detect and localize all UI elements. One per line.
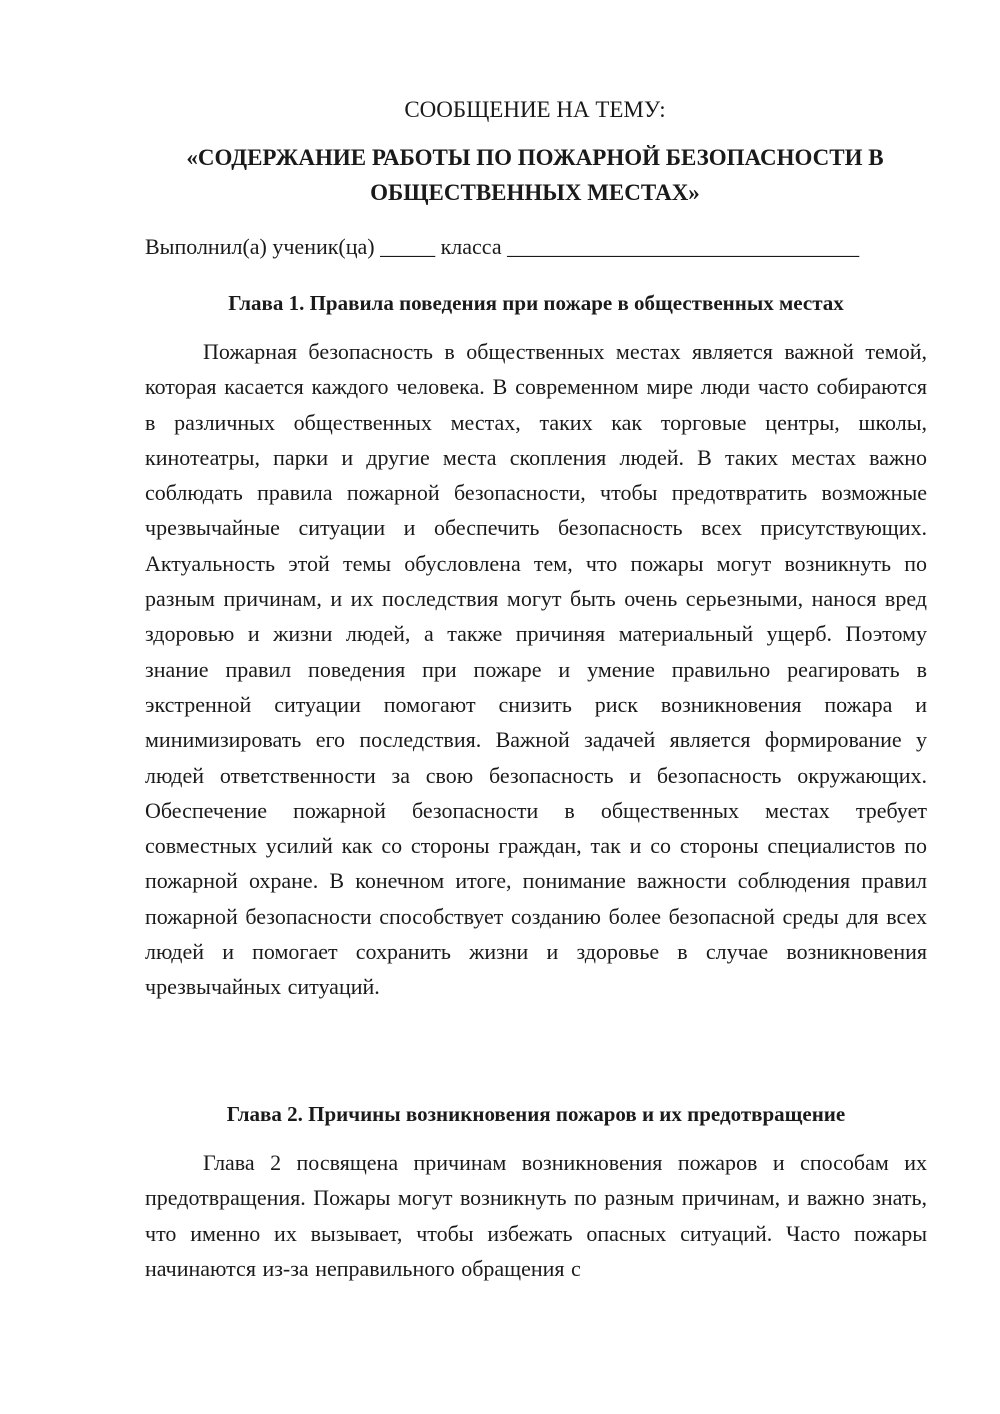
author-line: Выполнил(а) ученик(ца) _____ класса ________________________________ [145, 234, 860, 259]
chapter-1-heading: Глава 1. Правила поведения при пожаре в общественных местах [228, 291, 844, 315]
chapter-2-paragraph: Глава 2 посвящена причинам возникновения пожаров и способам их предотвращения. Пожары могут возникнуть по разным причинам, и важно знать, что именно их вызывает, чтобы избежать опасных ситуаций. Часто пожары начинаются из-за неправильного обращения с [145, 1150, 927, 1281]
document-title: «СОДЕРЖАНИЕ РАБОТЫ ПО ПОЖАРНОЙ БЕЗОПАСНОСТИ В ОБЩЕСТВЕННЫХ МЕСТАХ» [186, 145, 884, 205]
document-kicker: СООБЩЕНИЕ НА ТЕМУ: [404, 97, 666, 122]
chapter-1-paragraph: Пожарная безопасность в общественных местах является важной темой, которая касается каждого человека. В современном мире люди часто собираются в различных общественных местах, таких как торговые центры, школы, кинотеатры, парки и другие места скопления людей. В таких местах важно соблюдать правила пожарной безопасности, чтобы предотвратить возможные чрезвычайные ситуации и обеспечить безопасность всех присутствующих. Актуальность этой темы обусловлена тем, что пожары могут возникнуть по разным причинам, и их последствия могут быть очень серьезными, нанося вред здоровью и жизни людей, а также причиняя материальный ущерб. Поэтому знание правил поведения при пожаре и умение правильно реагировать в экстренной ситуации помогают снизить риск возникновения пожара и минимизировать его последствия. Важной задачей является формирование у людей ответственности за свою безопасность и безопасность окружающих. Обеспечение пожарной безопасности в общественных местах требует совместных усилий как со стороны граждан, так и со стороны специалистов по пожарной охране. В конечном итоге, понимание важности соблюдения правил пожарной безопасности способствует созданию более безопасной среды для всех людей и помогает сохранить жизни и здоровье в случае возникновения чрезвычайных ситуаций. [145, 339, 927, 1000]
chapter-2-heading: Глава 2. Причины возникновения пожаров и их предотвращение [226, 1102, 846, 1126]
